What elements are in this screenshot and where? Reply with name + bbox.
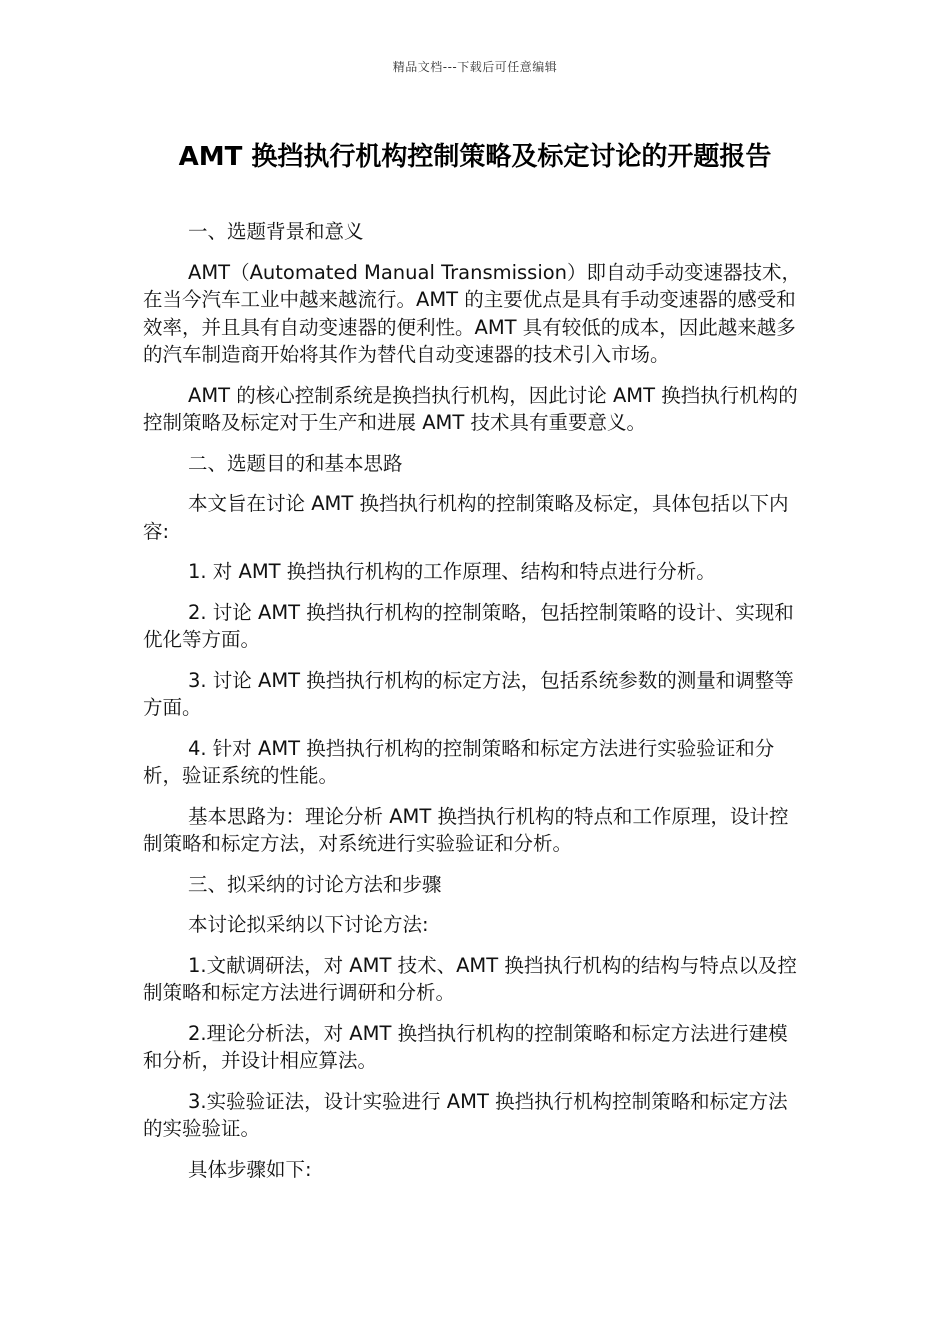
paragraph-amt-core: AMT 的核心控制系统是换挡执行机构，因此讨论 AMT 换挡执行机构的控制策略及标定对于生产和进展 AMT 技术具有重要意义。 <box>143 383 798 434</box>
page-header: 精品文档---下载后可任意编辑 <box>392 60 558 74</box>
section-heading-methods: 三、拟采纳的讨论方法和步骤 <box>188 872 442 896</box>
document-body <box>143 218 805 1196</box>
list-item-purpose-3: 3. 讨论 AMT 换挡执行机构的标定方法，包括系统参数的测量和调整等方面。 <box>143 668 794 719</box>
list-item-method-2: 2.理论分析法，对 AMT 换挡执行机构的控制策略和标定方法进行建模和分析，并设计相应算法。 <box>143 1021 788 1072</box>
section-heading-purpose: 二、选题目的和基本思路 <box>188 451 403 475</box>
paragraph-purpose-intro: 本文旨在讨论 AMT 换挡执行机构的控制策略及标定，具体包括以下内容: <box>143 492 789 543</box>
paragraph-basic-approach: 基本思路为：理论分析 AMT 换挡执行机构的特点和工作原理，设计控制策略和标定方法，对系统进行实验验证和分析。 <box>143 804 789 855</box>
paragraph-methods-intro: 本讨论拟采纳以下讨论方法: <box>188 913 429 936</box>
paragraph-amt-intro: AMT（Automated Manual Transmission）即自动手动变速器技术，在当今汽车工业中越来越流行。AMT 的主要优点是具有手动变速器的感受和效率，并且具有自动变速器的便利性。AMT 具有较低的成本，因此越来越多的汽车制造商开始将其作为替代自动变速器的技术引入市场。 <box>143 260 802 366</box>
list-item-purpose-2: 2. 讨论 AMT 换挡执行机构的控制策略，包括控制策略的设计、实现和优化等方面。 <box>143 600 794 651</box>
list-item-method-3: 3.实验验证法，设计实验进行 AMT 换挡执行机构控制策略和标定方法的实验验证。 <box>143 1089 788 1140</box>
paragraph-steps-intro: 具体步骤如下: <box>188 1157 312 1181</box>
list-item-purpose-1: 1. 对 AMT 换挡执行机构的工作原理、结构和特点进行分析。 <box>188 560 716 583</box>
section-heading-background: 一、选题背景和意义 <box>188 220 364 243</box>
list-item-purpose-4: 4. 针对 AMT 换挡执行机构的控制策略和标定方法进行实验验证和分析，验证系统的性能。 <box>143 736 775 787</box>
document-title: AMT 换挡执行机构控制策略及标定讨论的开题报告 <box>178 142 772 172</box>
list-item-method-1: 1.文献调研法，对 AMT 技术、AMT 换挡执行机构的结构与特点以及控制策略和标定方法进行调研和分析。 <box>143 953 797 1004</box>
